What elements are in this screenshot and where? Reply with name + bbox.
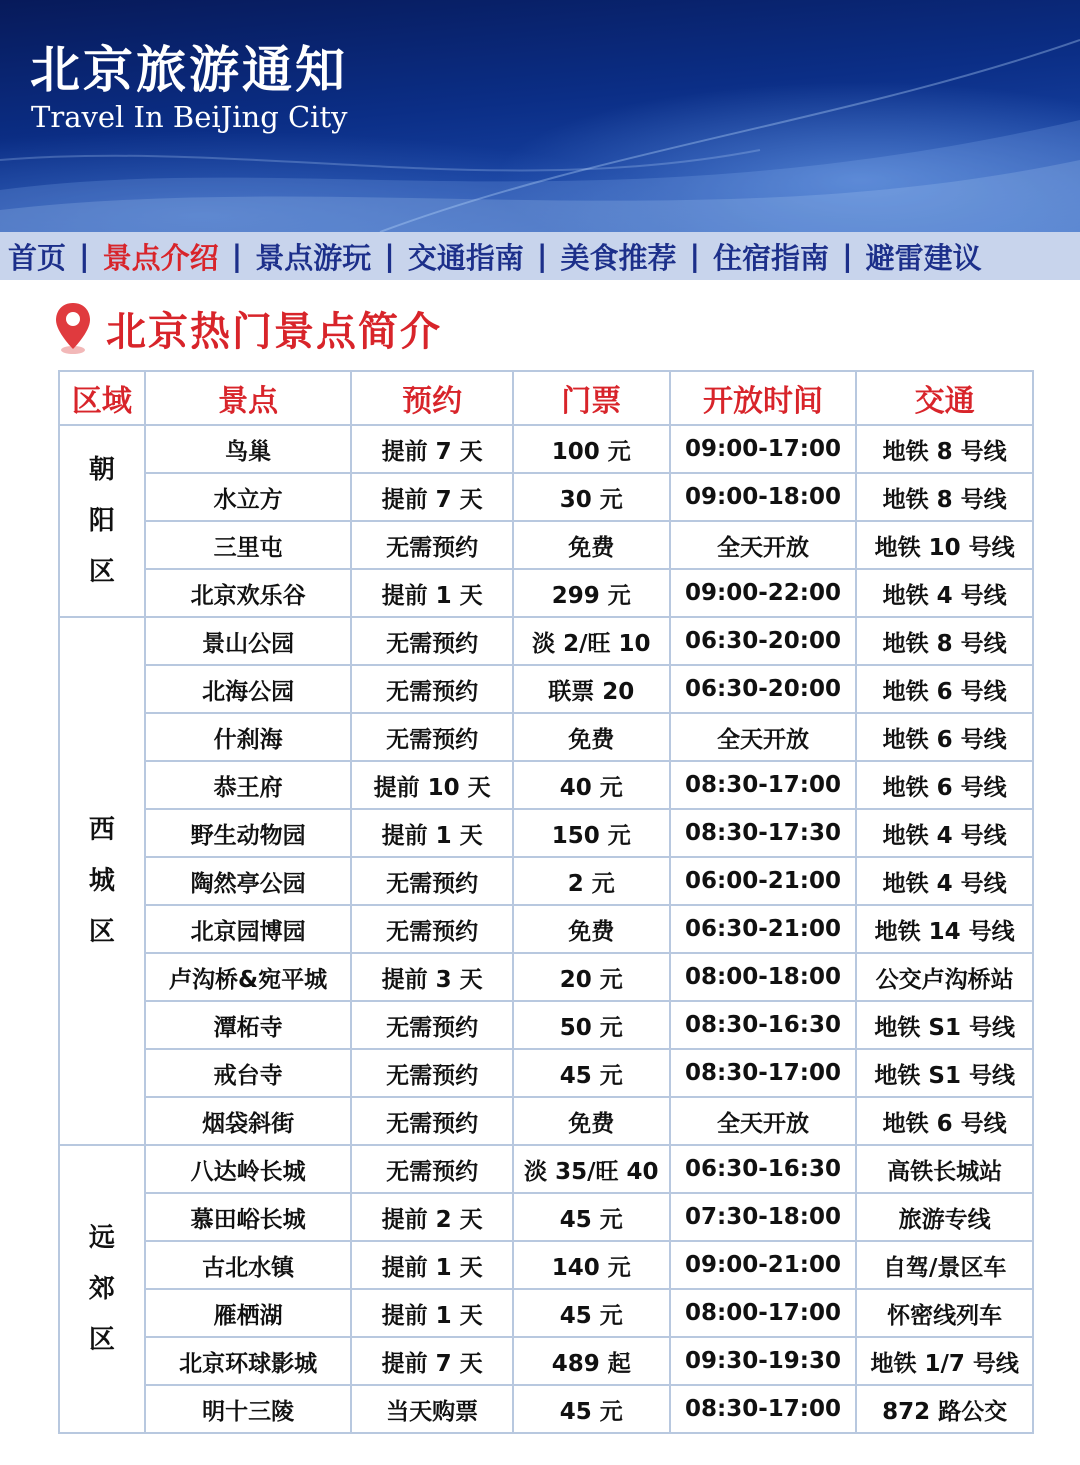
hours-cell: 08:30-16:30 [670, 1001, 857, 1049]
table-row [59, 521, 1033, 569]
hours-cell: 08:30-17:00 [670, 1385, 857, 1433]
hours-cell: 06:30-20:00 [670, 617, 857, 665]
ticket-cell: 100 元 [513, 425, 670, 473]
transport-cell: 地铁 6 号线 [856, 713, 1033, 761]
transport-cell: 地铁 4 号线 [856, 857, 1033, 905]
transport-cell: 地铁 6 号线 [856, 665, 1033, 713]
attraction-cell: 景山公园 [145, 617, 351, 665]
transport-cell: 地铁 8 号线 [856, 425, 1033, 473]
header-reservation: 预约 [351, 371, 513, 425]
ticket-cell: 45 元 [513, 1193, 670, 1241]
hours-cell: 09:00-17:00 [670, 425, 857, 473]
hours-cell: 09:00-18:00 [670, 473, 857, 521]
table-row [59, 1241, 1033, 1289]
header-transport: 交通 [856, 371, 1033, 425]
ticket-cell: 淡 2/旺 10 [513, 617, 670, 665]
table-row [59, 1049, 1033, 1097]
section-title: 北京热门景点简介 [106, 308, 442, 355]
attraction-cell: 野生动物园 [145, 809, 351, 857]
table-row [59, 857, 1033, 905]
region-cell [59, 425, 145, 617]
region-cell [59, 617, 145, 1145]
table-row [59, 617, 1033, 665]
transport-cell: 公交卢沟桥站 [856, 953, 1033, 1001]
reservation-cell: 提前 1 天 [351, 1289, 513, 1337]
hours-cell: 08:00-18:00 [670, 953, 857, 1001]
ticket-cell: 299 元 [513, 569, 670, 617]
transport-cell: 地铁 4 号线 [856, 569, 1033, 617]
reservation-cell: 提前 7 天 [351, 425, 513, 473]
attraction-cell: 卢沟桥&宛平城 [145, 953, 351, 1001]
region-char: 区 [88, 556, 115, 587]
region-char: 区 [88, 916, 115, 947]
transport-cell: 地铁 8 号线 [856, 617, 1033, 665]
transport-cell: 自驾/景区车 [856, 1241, 1033, 1289]
reservation-cell: 提前 3 天 [351, 953, 513, 1001]
nav-transport[interactable]: 交通指南 [407, 240, 524, 275]
header-ticket: 门票 [513, 371, 670, 425]
hours-cell: 09:30-19:30 [670, 1337, 857, 1385]
reservation-cell: 无需预约 [351, 1145, 513, 1193]
reservation-cell: 无需预约 [351, 1049, 513, 1097]
table-row [59, 905, 1033, 953]
hours-cell: 06:00-21:00 [670, 857, 857, 905]
attraction-cell: 北京欢乐谷 [145, 569, 351, 617]
attraction-cell: 烟袋斜街 [145, 1097, 351, 1145]
ticket-cell: 免费 [513, 905, 670, 953]
hours-cell: 08:30-17:30 [670, 809, 857, 857]
header-region: 区域 [59, 371, 145, 425]
table-row [59, 1097, 1033, 1145]
reservation-cell: 无需预约 [351, 521, 513, 569]
ticket-cell: 150 元 [513, 809, 670, 857]
attraction-cell: 古北水镇 [145, 1241, 351, 1289]
transport-cell: 旅游专线 [856, 1193, 1033, 1241]
table-row [59, 425, 1033, 473]
table-row [59, 1289, 1033, 1337]
hours-cell: 09:00-21:00 [670, 1241, 857, 1289]
transport-cell: 地铁 6 号线 [856, 761, 1033, 809]
nav-separator: | [536, 239, 548, 273]
nav-sightseeing[interactable]: 景点游玩 [255, 240, 372, 275]
ticket-cell: 45 元 [513, 1385, 670, 1433]
hours-cell: 08:00-17:00 [670, 1289, 857, 1337]
ticket-cell: 联票 20 [513, 665, 670, 713]
ticket-cell: 140 元 [513, 1241, 670, 1289]
attraction-cell: 北海公园 [145, 665, 351, 713]
attraction-cell: 什刹海 [145, 713, 351, 761]
reservation-cell: 提前 1 天 [351, 809, 513, 857]
hours-cell: 08:30-17:00 [670, 1049, 857, 1097]
region-char: 郊 [88, 1273, 115, 1304]
hours-cell: 08:30-17:00 [670, 761, 857, 809]
transport-cell: 872 路公交 [856, 1385, 1033, 1433]
reservation-cell: 无需预约 [351, 905, 513, 953]
section-heading [54, 298, 442, 358]
transport-cell: 地铁 1/7 号线 [856, 1337, 1033, 1385]
table-row [59, 1385, 1033, 1433]
ticket-cell: 40 元 [513, 761, 670, 809]
reservation-cell: 无需预约 [351, 857, 513, 905]
reservation-cell: 无需预约 [351, 1097, 513, 1145]
transport-cell: 地铁 14 号线 [856, 905, 1033, 953]
reservation-cell: 提前 1 天 [351, 1241, 513, 1289]
transport-cell: 地铁 S1 号线 [856, 1049, 1033, 1097]
hours-cell: 07:30-18:00 [670, 1193, 857, 1241]
header-opening-hours: 开放时间 [670, 371, 857, 425]
nav-tips[interactable]: 避雷建议 [865, 240, 982, 275]
transport-cell: 地铁 10 号线 [856, 521, 1033, 569]
attraction-cell: 雁栖湖 [145, 1289, 351, 1337]
page-subtitle: Travel In BeiJing City [31, 100, 348, 134]
table-header-row [59, 371, 1033, 425]
header-banner [0, 0, 1080, 232]
region-char: 朝 [88, 454, 115, 485]
attraction-cell: 陶然亭公园 [145, 857, 351, 905]
attraction-cell: 北京环球影城 [145, 1337, 351, 1385]
reservation-cell: 无需预约 [351, 713, 513, 761]
table-row [59, 953, 1033, 1001]
hours-cell: 全天开放 [670, 713, 857, 761]
region-char: 阳 [88, 505, 115, 536]
table-row [59, 569, 1033, 617]
attraction-cell: 慕田峪长城 [145, 1193, 351, 1241]
attraction-cell: 八达岭长城 [145, 1145, 351, 1193]
ticket-cell: 免费 [513, 713, 670, 761]
header-attraction: 景点 [145, 371, 351, 425]
ticket-cell: 50 元 [513, 1001, 670, 1049]
nav-separator: | [79, 239, 90, 273]
ticket-cell: 489 起 [513, 1337, 670, 1385]
region-char: 西 [88, 814, 115, 845]
reservation-cell: 无需预约 [351, 617, 513, 665]
reservation-cell: 无需预约 [351, 665, 513, 713]
attraction-cell: 鸟巢 [145, 425, 351, 473]
reservation-cell: 提前 2 天 [351, 1193, 513, 1241]
region-char: 远 [88, 1222, 115, 1253]
nav-food[interactable]: 美食推荐 [560, 240, 677, 275]
transport-cell: 地铁 6 号线 [856, 1097, 1033, 1145]
ticket-cell: 免费 [513, 521, 670, 569]
region-char: 城 [88, 865, 115, 896]
reservation-cell: 提前 10 天 [351, 761, 513, 809]
attractions-table [58, 370, 1034, 1434]
table-row [59, 713, 1033, 761]
hours-cell: 06:30-16:30 [670, 1145, 857, 1193]
attraction-cell: 水立方 [145, 473, 351, 521]
region-char: 区 [88, 1324, 115, 1355]
attraction-cell: 明十三陵 [145, 1385, 351, 1433]
attraction-cell: 潭柘寺 [145, 1001, 351, 1049]
hours-cell: 06:30-21:00 [670, 905, 857, 953]
table-row [59, 665, 1033, 713]
transport-cell: 地铁 4 号线 [856, 809, 1033, 857]
table-row [59, 809, 1033, 857]
table-row [59, 1193, 1033, 1241]
ticket-cell: 20 元 [513, 953, 670, 1001]
table-row [59, 1337, 1033, 1385]
hours-cell: 全天开放 [670, 1097, 857, 1145]
ticket-cell: 2 元 [513, 857, 670, 905]
attraction-cell: 三里屯 [145, 521, 351, 569]
nav-separator: | [842, 239, 853, 273]
reservation-cell: 当天购票 [351, 1385, 513, 1433]
reservation-cell: 提前 7 天 [351, 1337, 513, 1385]
nav-separator: | [384, 239, 395, 273]
nav-attractions[interactable]: 景点介绍 [102, 240, 219, 275]
nav-lodging[interactable]: 住宿指南 [713, 240, 830, 275]
reservation-cell: 提前 7 天 [351, 473, 513, 521]
hours-cell: 全天开放 [670, 521, 857, 569]
attraction-cell: 北京园博园 [145, 905, 351, 953]
transport-cell: 地铁 S1 号线 [856, 1001, 1033, 1049]
hours-cell: 09:00-22:00 [670, 569, 857, 617]
attraction-cell: 戒台寺 [145, 1049, 351, 1097]
reservation-cell: 无需预约 [351, 1001, 513, 1049]
nav-separator: | [231, 239, 243, 273]
reservation-cell: 提前 1 天 [351, 569, 513, 617]
table-row [59, 1001, 1033, 1049]
nav-separator: | [689, 239, 701, 273]
ticket-cell: 30 元 [513, 473, 670, 521]
region-cell [59, 1145, 145, 1433]
ticket-cell: 免费 [513, 1097, 670, 1145]
location-pin-icon [54, 301, 92, 355]
ticket-cell: 淡 35/旺 40 [513, 1145, 670, 1193]
transport-cell: 高铁长城站 [856, 1145, 1033, 1193]
transport-cell: 怀密线列车 [856, 1289, 1033, 1337]
nav-home[interactable]: 首页 [8, 240, 67, 275]
transport-cell: 地铁 8 号线 [856, 473, 1033, 521]
table-row [59, 761, 1033, 809]
table-row [59, 473, 1033, 521]
attraction-cell: 恭王府 [145, 761, 351, 809]
top-nav [0, 232, 1080, 280]
ticket-cell: 45 元 [513, 1289, 670, 1337]
ticket-cell: 45 元 [513, 1049, 670, 1097]
hours-cell: 06:30-20:00 [670, 665, 857, 713]
table-row [59, 1145, 1033, 1193]
page-title: 北京旅游通知 [30, 41, 348, 99]
